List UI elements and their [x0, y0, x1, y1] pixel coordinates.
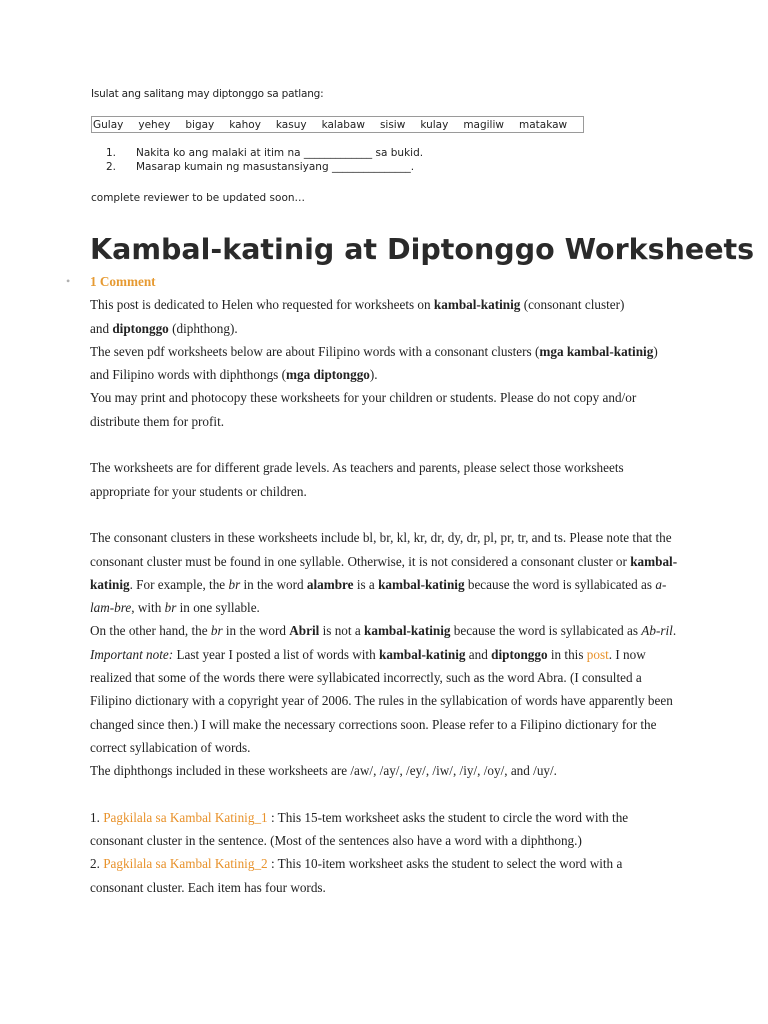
- text: Last year I posted a list of words with: [173, 646, 379, 662]
- post-body: [66, 270, 690, 899]
- word-bank-word: magiliw: [463, 118, 504, 131]
- exercise-item: [91, 160, 691, 174]
- text: , with: [131, 600, 165, 616]
- text: is a: [353, 576, 379, 592]
- list-number: 2.: [90, 856, 104, 872]
- paragraph-clusters: [90, 526, 690, 619]
- italic-term: a-: [655, 576, 667, 592]
- text: consonant cluster. Each item has four words.: [90, 879, 326, 895]
- word-bank-word: sisiw: [379, 118, 406, 131]
- text: The seven pdf worksheets below are about Filipino words with a consonant clusters (: [90, 343, 540, 359]
- worksheet-excerpt: [91, 88, 691, 215]
- bold-term: kambal-katinig: [364, 623, 451, 639]
- reviewer-note: complete reviewer to be updated soon…: [91, 192, 306, 204]
- item-number: 1.: [105, 147, 116, 159]
- important-note-label: Important note:: [90, 646, 174, 662]
- exercise-items: [91, 146, 691, 174]
- text: and: [465, 646, 492, 662]
- text: in the word: [222, 623, 290, 639]
- worksheet-list-item: [90, 852, 690, 899]
- post-meta: [66, 270, 690, 293]
- text: ).: [369, 367, 378, 383]
- bold-term: kambal-katinig: [378, 576, 465, 592]
- text: consonant cluster in the sentence. (Most of the sentences also have a word with a diphthong.): [90, 833, 582, 849]
- text: in one syllable.: [176, 600, 260, 616]
- text: in this: [547, 646, 587, 662]
- text: ): [653, 343, 658, 359]
- exercise-instruction: Isulat ang salitang may diptonggo sa patlang:: [91, 88, 324, 100]
- paragraph-permission: [90, 386, 690, 433]
- bullet-icon: •: [66, 274, 71, 288]
- text: (consonant cluster): [520, 297, 625, 313]
- paragraph-pdfs: [90, 340, 690, 387]
- bold-term: kambal-katinig: [433, 297, 521, 313]
- italic-term: Ab-ril: [641, 623, 673, 639]
- text: The consonant clusters in these worksheets include bl, br, kl, kr, dr, dy, dr, pl, pr, tr, and ts. Please note that the: [90, 530, 672, 546]
- text: correct syllabication of words.: [90, 739, 251, 755]
- worksheet-link[interactable]: Pagkilala sa Kambal Katinig_1: [103, 809, 268, 825]
- text: (diphthong).: [168, 320, 238, 336]
- text: : This 15-tem worksheet asks the student to circle the word with the: [267, 809, 629, 825]
- comment-link[interactable]: 1 Comment: [90, 274, 156, 289]
- text: realized that some of the words there were syllabicated incorrectly, such as the word Abra. (I consulted a: [90, 670, 642, 686]
- italic-term: br: [228, 576, 241, 592]
- word-bank: [91, 116, 584, 133]
- word-bank-word: Gulay: [93, 118, 124, 131]
- word-bank-word: bigay: [185, 118, 215, 131]
- post-title: Kambal-katinig at Diptonggo Worksheets: [90, 233, 755, 266]
- italic-term: br: [210, 623, 223, 639]
- text: appropriate for your students or children.: [90, 483, 307, 499]
- text: .: [672, 623, 677, 639]
- post-link[interactable]: post: [586, 646, 609, 662]
- paragraph-important-note: [90, 643, 690, 759]
- text: is not a: [319, 623, 365, 639]
- text: : This 10-item worksheet asks the student to select the word with a: [267, 856, 623, 872]
- text: because the word is syllabicated as: [464, 576, 656, 592]
- word-bank-word: kalabaw: [321, 118, 365, 131]
- bold-term: diptonggo: [112, 320, 169, 336]
- text: distribute them for profit.: [90, 413, 225, 429]
- bold-term: Abril: [289, 623, 320, 639]
- list-number: 1.: [90, 809, 104, 825]
- text: The worksheets are for different grade levels. As teachers and parents, please select those worksheets: [90, 460, 624, 476]
- bold-term: diptonggo: [491, 646, 548, 662]
- word-bank-word: kasuy: [275, 118, 307, 131]
- word-bank-word: kahoy: [229, 118, 261, 131]
- text: and: [90, 320, 113, 336]
- text: . For example, the: [129, 576, 229, 592]
- paragraph-grade-levels: [90, 456, 690, 503]
- word-bank-word: matakaw: [518, 118, 568, 131]
- item-text: Nakita ko ang malaki at itim na _____________ sa bukid.: [136, 147, 424, 159]
- paragraph-intro: [90, 293, 690, 340]
- bold-term: katinig: [90, 576, 130, 592]
- bold-term: alambre: [306, 576, 354, 592]
- bold-term: kambal-katinig: [379, 646, 466, 662]
- item-number: 2.: [105, 161, 116, 173]
- text: because the word is syllabicated as: [450, 623, 642, 639]
- worksheet-list-item: [90, 806, 690, 853]
- text: You may print and photocopy these worksheets for your children or students. Please do not copy and/or: [90, 390, 637, 406]
- paragraph-abril: [90, 619, 690, 642]
- text: changed since then.) I will make the necessary corrections soon. Please refer to a Filipino dictionary for the: [90, 716, 657, 732]
- text: consonant cluster must be found in one syllable. Otherwise, it is not considered a consonant cluster or: [90, 553, 631, 569]
- exercise-item: [91, 146, 691, 160]
- word-bank-word: kulay: [420, 118, 449, 131]
- text: . I now: [608, 646, 646, 662]
- word-bank-word: yehey: [138, 118, 171, 131]
- italic-term: lam-bre: [90, 600, 132, 616]
- italic-term: br: [164, 600, 177, 616]
- bold-term: mga diptonggo: [285, 367, 370, 383]
- text: On the other hand, the: [90, 623, 211, 639]
- text: Filipino dictionary with a copyright year of 2006. The rules in the syllabication of words have apparently been: [90, 693, 673, 709]
- text: in the word: [240, 576, 307, 592]
- paragraph-diphthongs: The diphthongs included in these worksheets are /aw/, /ay/, /ey/, /iw/, /iy/, /oy/, and /uy/.: [90, 763, 557, 779]
- text: and Filipino words with diphthongs (: [90, 367, 286, 383]
- text: This post is dedicated to Helen who requested for worksheets on: [90, 297, 434, 313]
- worksheet-link[interactable]: Pagkilala sa Kambal Katinig_2: [103, 856, 268, 872]
- bold-term: mga kambal-katinig: [539, 343, 654, 359]
- bold-term: kambal-: [630, 553, 678, 569]
- item-text: Masarap kumain ng masustansiyang _______________.: [136, 161, 415, 173]
